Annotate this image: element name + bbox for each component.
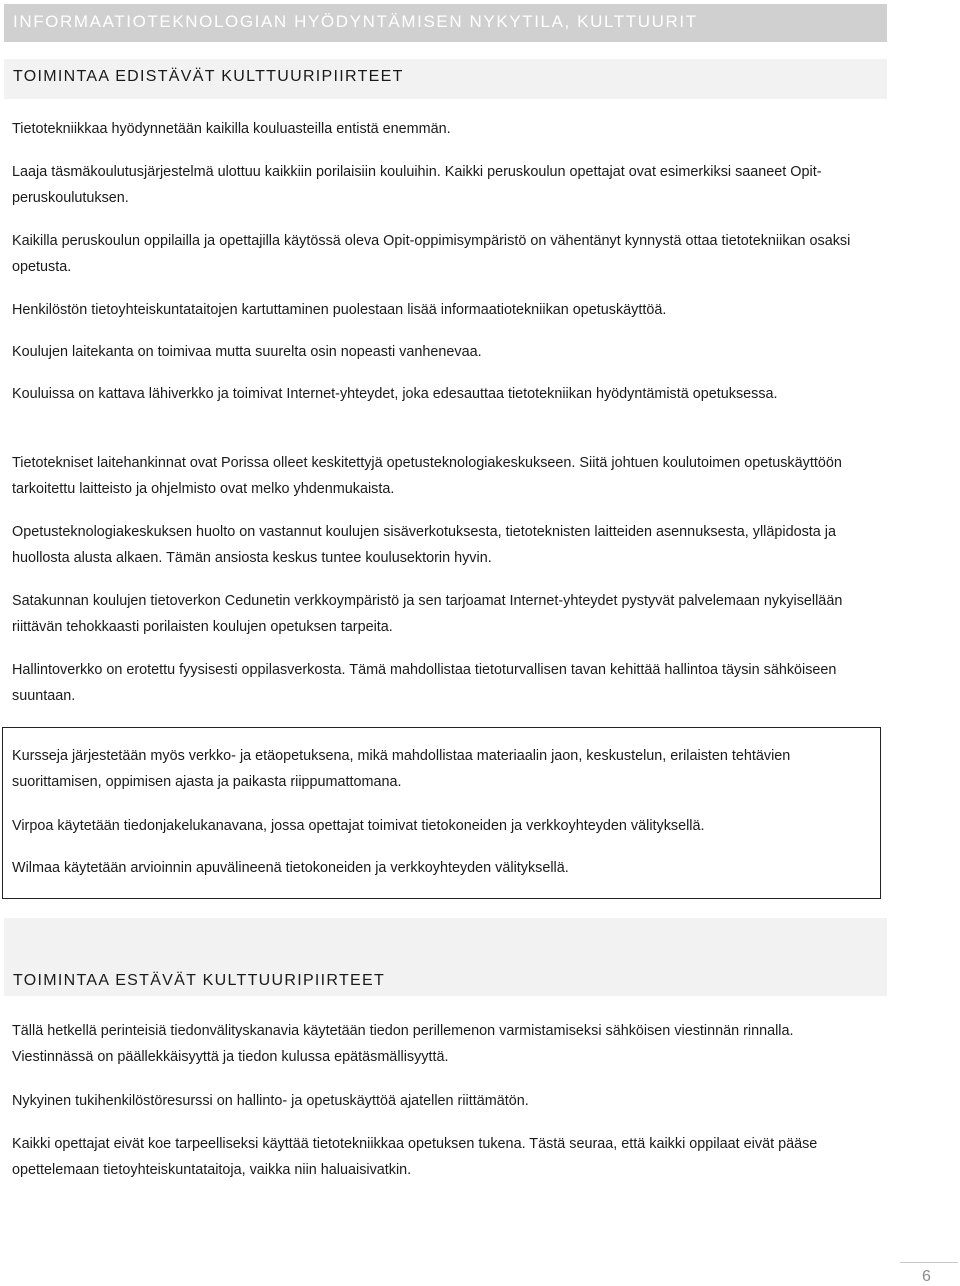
boxed-paragraph: Kursseja järjestetään myös verkko- ja etäopetuksena, mikä mahdollistaa materiaalin jaon, keskustelun, erilaisten tehtävien suorittamisen, oppimisen ajasta ja paikasta riippumattomana. <box>12 748 791 790</box>
paragraph: Opetusteknologiakeskuksen huolto on vastannut koulujen sisäverkotuksesta, tietoteknisten laitteiden asennuksesta, ylläpidosta ja huollosta alusta alkaen. Tämän ansiosta keskus tuntee koulusektorin hyvin. <box>12 524 836 566</box>
page-number: 6 <box>922 1268 931 1285</box>
paragraph: Tietotekniset laitehankinnat ovat Porissa olleet keskitettyjä opetusteknologiakeskukseen. Siitä johtuen koulutoimen opetuskäyttöön tarkoitettu laitteisto ja ohjelmisto ovat melko yhdenmukaista. <box>12 455 842 497</box>
section-heading-negative: TOIMINTAA ESTÄVÄT KULTTUURIPIIRTEET <box>13 972 386 989</box>
paragraph: Koulujen laitekanta on toimivaa mutta suurelta osin nopeasti vanhenevaa. <box>12 344 482 360</box>
paragraph: Tietotekniikkaa hyödynnetään kaikilla kouluasteilla entistä enemmän. <box>12 121 451 137</box>
document-title: INFORMAATIOTEKNOLOGIAN HYÖDYNTÄMISEN NYKYTILA, KULTTUURIT <box>13 12 698 31</box>
boxed-paragraph: Virpoa käytetään tiedonjakelukanavana, jossa opettajat toimivat tietokoneiden ja verkkoyhteyden välityksellä. <box>12 818 705 834</box>
document-title-bar <box>4 4 887 42</box>
paragraph: Kouluissa on kattava lähiverkko ja toimivat Internet-yhteydet, joka edesauttaa tietotekniikan hyödyntämistä opetuksessa. <box>12 386 778 402</box>
paragraph: Satakunnan koulujen tietoverkon Cedunetin verkkoympäristö ja sen tarjoamat Internet-yhteydet pystyvät palvelemaan nykyisellään riittävän tehokkaasti porilaisten koulujen opetuksen tarpeita. <box>12 593 843 635</box>
paragraph: Laaja täsmäkoulutusjärjestelmä ulottuu kaikkiin porilaisiin kouluihin. Kaikki peruskoulun opettajat ovat esimerkiksi saaneet Opit-peruskoulutuksen. <box>12 164 822 206</box>
section-heading-positive: TOIMINTAA EDISTÄVÄT KULTTUURIPIIRTEET <box>13 68 404 85</box>
paragraph: Nykyinen tukihenkilöstöresurssi on hallinto- ja opetuskäyttöä ajatellen riittämätön. <box>12 1093 529 1109</box>
paragraph: Tällä hetkellä perinteisiä tiedonvälityskanavia käytetään tiedon perillemenon varmistamiseksi sähköisen viestinnän rinnalla. Viestinnässä on päällekkäisyyttä ja tiedon kulussa epätäsmällisyyttä. <box>12 1023 794 1065</box>
paragraph: Kaikki opettajat eivät koe tarpeelliseksi käyttää tietotekniikkaa opetuksen tukena. Tästä seuraa, että kaikki oppilaat eivät pääse opettelemaan tietoyhteiskuntataitoja, vaikka niin haluaisivatkin. <box>12 1136 818 1178</box>
boxed-paragraph: Wilmaa käytetään arvioinnin apuvälineenä tietokoneiden ja verkkoyhteyden välityksellä. <box>12 860 569 876</box>
paragraph: Hallintoverkko on erotettu fyysisesti oppilasverkosta. Tämä mahdollistaa tietoturvallisen tavan kehittää hallintoa täysin sähköiseen suuntaan. <box>12 662 837 704</box>
section-heading-bar-negative <box>4 918 887 996</box>
paragraph: Kaikilla peruskoulun oppilailla ja opettajilla käytössä oleva Opit-oppimisympäristö on vähentänyt kynnystä ottaa tietotekniikan osaksi opetusta. <box>12 233 851 275</box>
page-number-rule <box>900 1262 958 1263</box>
section-heading-bar-positive <box>4 59 887 99</box>
paragraph: Henkilöstön tietoyhteiskuntataitojen kartuttaminen puolestaan lisää informaatiotekniikan opetuskäyttöä. <box>12 302 667 318</box>
